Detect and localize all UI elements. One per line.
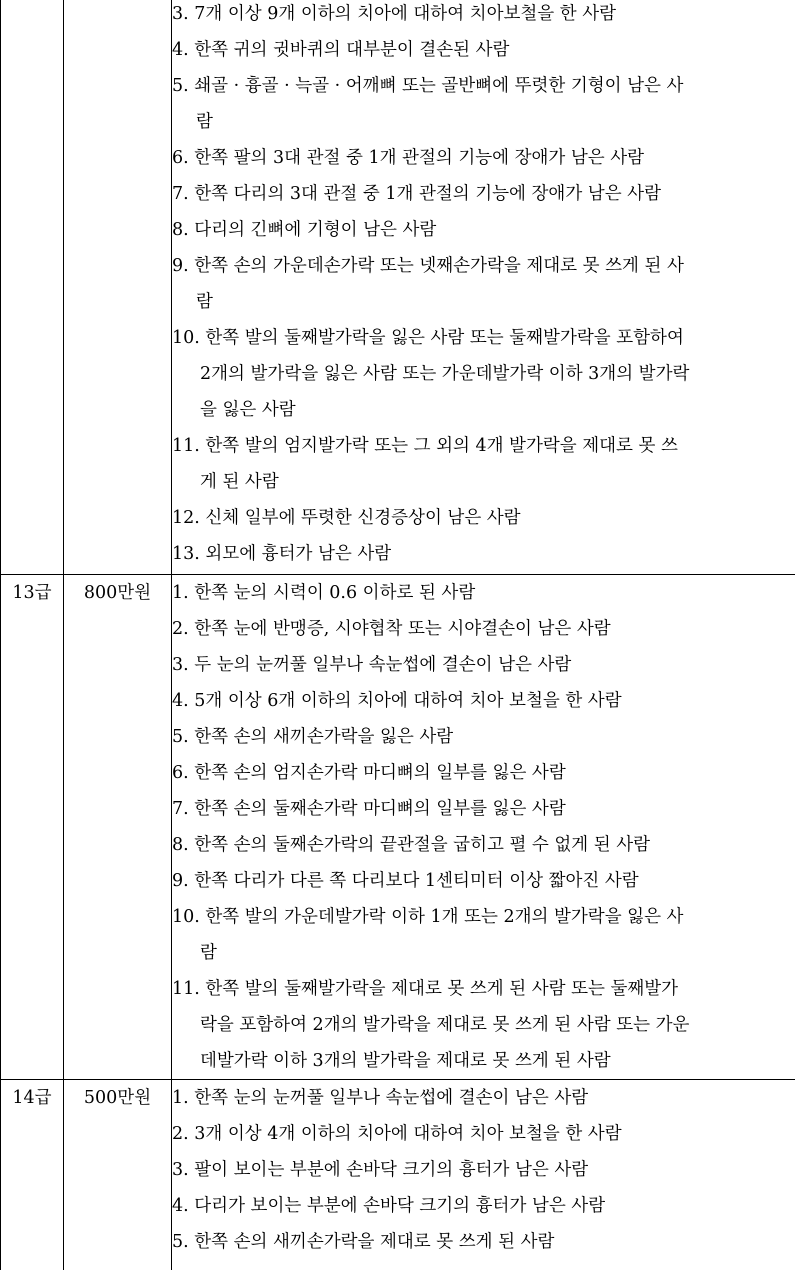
list-item (172, 212, 795, 248)
list-item-continuation: 람 (172, 284, 795, 320)
list-item-text: 6. 한쪽 팔의 3대 관절 중 1개 관절의 기능에 장애가 남은 사람 (172, 140, 795, 176)
grade-cell (1, 1080, 64, 1270)
list-item-text: 4. 5개 이상 6개 이하의 치아에 대하여 치아 보철을 한 사람 (172, 683, 795, 719)
list-item (172, 647, 795, 683)
list-item-text: 1. 한쪽 눈의 눈꺼풀 일부나 속눈썹에 결손이 남은 사람 (172, 1080, 795, 1116)
list-item-text: 3. 팔이 보이는 부분에 손바닥 크기의 흉터가 남은 사람 (172, 1152, 795, 1188)
amount-label: 800만원 (64, 575, 171, 611)
list-item-text: 5. 한쪽 손의 새끼손가락을 제대로 못 쓰게 된 사람 (172, 1224, 795, 1260)
list-item-text: 4. 다리가 보이는 부분에 손바닥 크기의 흉터가 남은 사람 (172, 1188, 795, 1224)
list-item (172, 611, 795, 647)
list-item-text: 7. 한쪽 손의 둘째손가락 마디뼈의 일부를 잃은 사람 (172, 791, 795, 827)
list-item-text: 8. 한쪽 손의 둘째손가락의 끝관절을 굽히고 펼 수 없게 된 사람 (172, 827, 795, 863)
list-item-text: 11. 한쪽 발의 둘째발가락을 제대로 못 쓰게 된 사람 또는 둘째발가 (172, 971, 795, 1007)
list-item (172, 971, 795, 1079)
list-item (172, 1152, 795, 1188)
list-item-text: 2. 한쪽 눈에 반맹증, 시야협착 또는 시야결손이 남은 사람 (172, 611, 795, 647)
list-item (172, 683, 795, 719)
description-cell (172, 575, 795, 1080)
list-item-text: 11. 한쪽 발의 엄지발가락 또는 그 외의 4개 발가락을 제대로 못 쓰 (172, 428, 795, 464)
list-item (172, 428, 795, 500)
list-item-text: 13. 외모에 흉터가 남은 사람 (172, 536, 795, 572)
list-item (172, 1116, 795, 1152)
grade-label: 14급 (1, 1080, 63, 1116)
list-item (172, 32, 795, 68)
list-item-text: 12. 신체 일부에 뚜렷한 신경증상이 남은 사람 (172, 500, 795, 536)
grade-cell (1, 575, 64, 1080)
list-item (172, 248, 795, 320)
list-item (172, 1224, 795, 1260)
list-item-text: 7. 한쪽 다리의 3대 관절 중 1개 관절의 기능에 장애가 남은 사람 (172, 176, 795, 212)
list-item (172, 0, 795, 32)
list-item-continuation: 을 잃은 사람 (172, 392, 795, 428)
description-cell (172, 1080, 795, 1270)
list-item-text: 10. 한쪽 발의 둘째발가락을 잃은 사람 또는 둘째발가락을 포함하여 (172, 320, 795, 356)
list-item-text: 10. 한쪽 발의 가운데발가락 이하 1개 또는 2개의 발가락을 잃은 사 (172, 899, 795, 935)
list-item (172, 755, 795, 791)
list-item-text: 4. 한쪽 귀의 귓바퀴의 대부분이 결손된 사람 (172, 32, 795, 68)
list-item-continuation: 게 된 사람 (172, 464, 795, 500)
list-item-text: 6. 한쪽 손의 엄지손가락 마디뼈의 일부를 잃은 사람 (172, 755, 795, 791)
list-item-continuation: 람 (172, 104, 795, 140)
list-item (172, 791, 795, 827)
list-item (172, 1188, 795, 1224)
list-item-text: 8. 다리의 긴뼈에 기형이 남은 사람 (172, 212, 795, 248)
list-item-text: 3. 7개 이상 9개 이하의 치아에 대하여 치아보철을 한 사람 (172, 0, 795, 32)
list-item (172, 575, 795, 611)
grade-label: 13급 (1, 575, 63, 611)
list-item-continuation: 2개의 발가락을 잃은 사람 또는 가운데발가락 이하 3개의 발가락 (172, 356, 795, 392)
list-item (172, 140, 795, 176)
table-row (1, 1080, 795, 1270)
list-item (172, 536, 795, 572)
list-item (172, 500, 795, 536)
amount-cell (64, 575, 172, 1080)
description-cell (172, 0, 795, 575)
list-item (172, 176, 795, 212)
list-item-text: 9. 한쪽 다리가 다른 쪽 다리보다 1센티미터 이상 짧아진 사람 (172, 863, 795, 899)
list-item-text: 2. 3개 이상 4개 이하의 치아에 대하여 치아 보철을 한 사람 (172, 1116, 795, 1152)
list-item-text: 5. 한쪽 손의 새끼손가락을 잃은 사람 (172, 719, 795, 755)
list-item (172, 1080, 795, 1116)
list-item-continuation: 락을 포함하여 2개의 발가락을 제대로 못 쓰게 된 사람 또는 가운 (172, 1007, 795, 1043)
list-item (172, 827, 795, 863)
list-item (172, 68, 795, 140)
list-item (172, 899, 795, 971)
list-item-text: 9. 한쪽 손의 가운데손가락 또는 넷째손가락을 제대로 못 쓰게 된 사 (172, 248, 795, 284)
list-item-continuation: 데발가락 이하 3개의 발가락을 제대로 못 쓰게 된 사람 (172, 1043, 795, 1079)
amount-cell (64, 0, 172, 575)
amount-label: 500만원 (64, 1080, 171, 1116)
list-item (172, 320, 795, 428)
table-row (1, 575, 795, 1080)
list-item-text: 1. 한쪽 눈의 시력이 0.6 이하로 된 사람 (172, 575, 795, 611)
list-item-continuation: 람 (172, 935, 795, 971)
table-row (1, 0, 795, 575)
grade-cell (1, 0, 64, 575)
list-item-text: 3. 두 눈의 눈꺼풀 일부나 속눈썹에 결손이 남은 사람 (172, 647, 795, 683)
list-item (172, 719, 795, 755)
list-item (172, 863, 795, 899)
list-item-text: 5. 쇄골 · 흉골 · 늑골 · 어깨뼈 또는 골반뼈에 뚜렷한 기형이 남은 사 (172, 68, 795, 104)
amount-cell (64, 1080, 172, 1270)
